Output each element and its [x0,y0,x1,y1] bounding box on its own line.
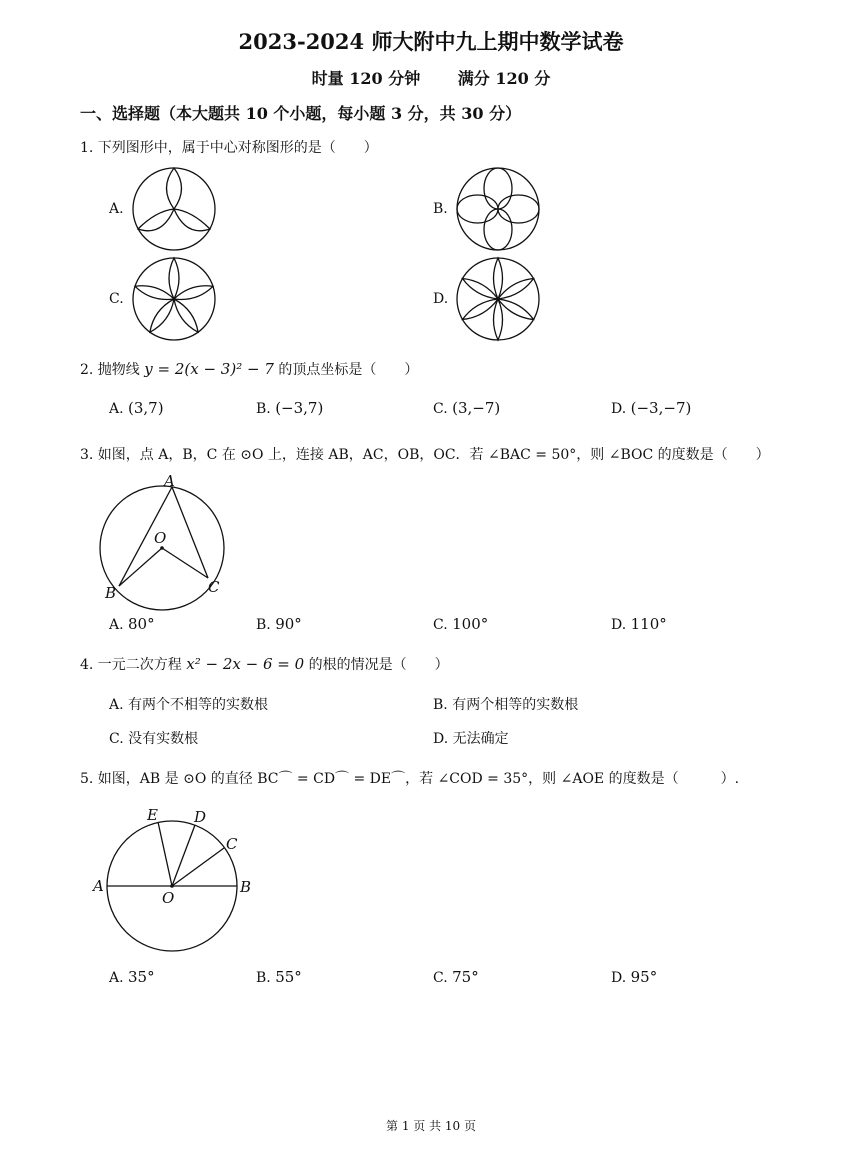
q5-option-a [109,968,155,986]
q1-option-b-label: B. [433,201,448,217]
q4-option-a-value: 有两个不相等的实数根 [128,697,269,713]
page-number: 第 1 页 共 10 页 [386,1119,476,1133]
q2-option-d-label: D. [611,401,627,417]
q5-option-b-label: B. [256,970,271,986]
q5-option-d [611,968,657,986]
q2-option-b-value: (−3,7) [275,399,324,417]
q4-number: 4. 一元二次方程 [80,657,182,673]
q5-point-e: E [147,806,158,824]
q4-option-a [109,694,268,714]
q2-option-a-value: (3,7) [128,399,164,417]
q3-point-b: B [105,584,117,602]
q4-option-c-value: 没有实数根 [128,731,199,747]
q4-option-b [433,694,578,714]
q1-option-c-label: C. [109,291,124,307]
q3-option-c-value: 100° [452,615,489,633]
q5-option-d-value: 95° [630,968,658,986]
section-title: 一、选择题（本大题共 10 个小题，每小题 3 分，共 30 分） [80,104,522,123]
q5-option-c [433,968,479,986]
q5-point-a: A [93,877,104,895]
q2-option-a-label: A. [109,401,124,417]
q4-option-d-label: D. [433,731,449,747]
q4-option-d [433,728,509,748]
q2-option-a [109,399,164,417]
question-4-stem [80,654,449,674]
q4-option-b-value: 有两个相等的实数根 [452,697,579,713]
page-title: 2023-2024 师大附中九上期中数学试卷 [238,29,624,54]
q2-option-b [256,399,323,417]
q2-formula: y = 2(x − 3)² − 7 [144,360,274,378]
q1-figure-b [455,166,541,252]
q5-point-o: O [162,889,175,907]
q2-option-c-label: C. [433,401,448,417]
q5-point-d: D [194,808,207,826]
q5-option-c-label: C. [433,970,448,986]
question-3-stem: 3. 如图，点 A，B，C 在 ⊙O 上，连接 AB，AC，OB，OC．若 ∠BAC = 50°，则 ∠BOC 的度数是（ ） [80,447,770,463]
q5-option-b [256,968,302,986]
q3-option-b-value: 90° [275,615,302,633]
q4-suffix: 的根的情况是（ ） [308,657,449,673]
q3-option-d [611,615,667,633]
q4-option-a-label: A. [109,697,124,713]
q3-option-c [433,615,488,633]
q4-option-d-value: 无法确定 [452,731,509,747]
q3-option-d-label: D. [611,617,627,633]
q4-option-c [109,728,198,748]
q5-option-c-value: 75° [452,968,479,986]
q5-point-b: B [240,878,252,896]
q1-option-a-label: A. [109,201,124,217]
q2-option-b-label: B. [256,401,271,417]
q2-suffix: 的顶点坐标是（ ） [278,362,419,378]
q3-option-c-label: C. [433,617,448,633]
time-limit: 时量 120 分钟 [311,69,421,88]
q5-option-d-label: D. [611,970,627,986]
question-5-stem: 5. 如图，AB 是 ⊙O 的直径 BC⌒ = CD⌒ = DE⌒，若 ∠COD = 35°，则 ∠AOE 的度数是（ ）. [80,771,740,787]
exam-info [0,66,862,89]
q1-option-d-label: D. [433,291,449,307]
q5-point-c: C [226,835,238,853]
q2-option-d [611,399,691,417]
q5-option-a-label: A. [109,970,124,986]
q1-figure-a [131,166,217,252]
q2-option-c-value: (3,−7) [452,399,501,417]
q3-option-a [109,615,155,633]
q5-option-b-value: 55° [275,968,302,986]
question-2-stem [80,359,418,379]
q4-option-b-label: B. [433,697,448,713]
q3-option-a-value: 80° [128,615,155,633]
q3-point-o: O [154,529,167,547]
q2-option-d-value: (−3,−7) [630,399,692,417]
q3-point-a: A [164,472,175,490]
q3-option-d-value: 110° [630,615,667,633]
q3-option-a-label: A. [109,617,124,633]
q1-figure-d [455,256,541,342]
q4-formula: x² − 2x − 6 = 0 [186,655,305,673]
q3-option-b [256,615,302,633]
q2-option-c [433,399,500,417]
full-score: 满分 120 分 [457,69,551,88]
q3-point-c: C [208,578,220,596]
q3-option-b-label: B. [256,617,271,633]
q1-figure-c [131,256,217,342]
q4-option-c-label: C. [109,731,124,747]
q3-figure [98,472,238,607]
question-1-stem: 1. 下列图形中，属于中心对称图形的是（ ） [80,140,378,156]
q5-option-a-value: 35° [128,968,155,986]
q2-number: 2. 抛物线 [80,362,140,378]
q5-figure [90,800,260,960]
